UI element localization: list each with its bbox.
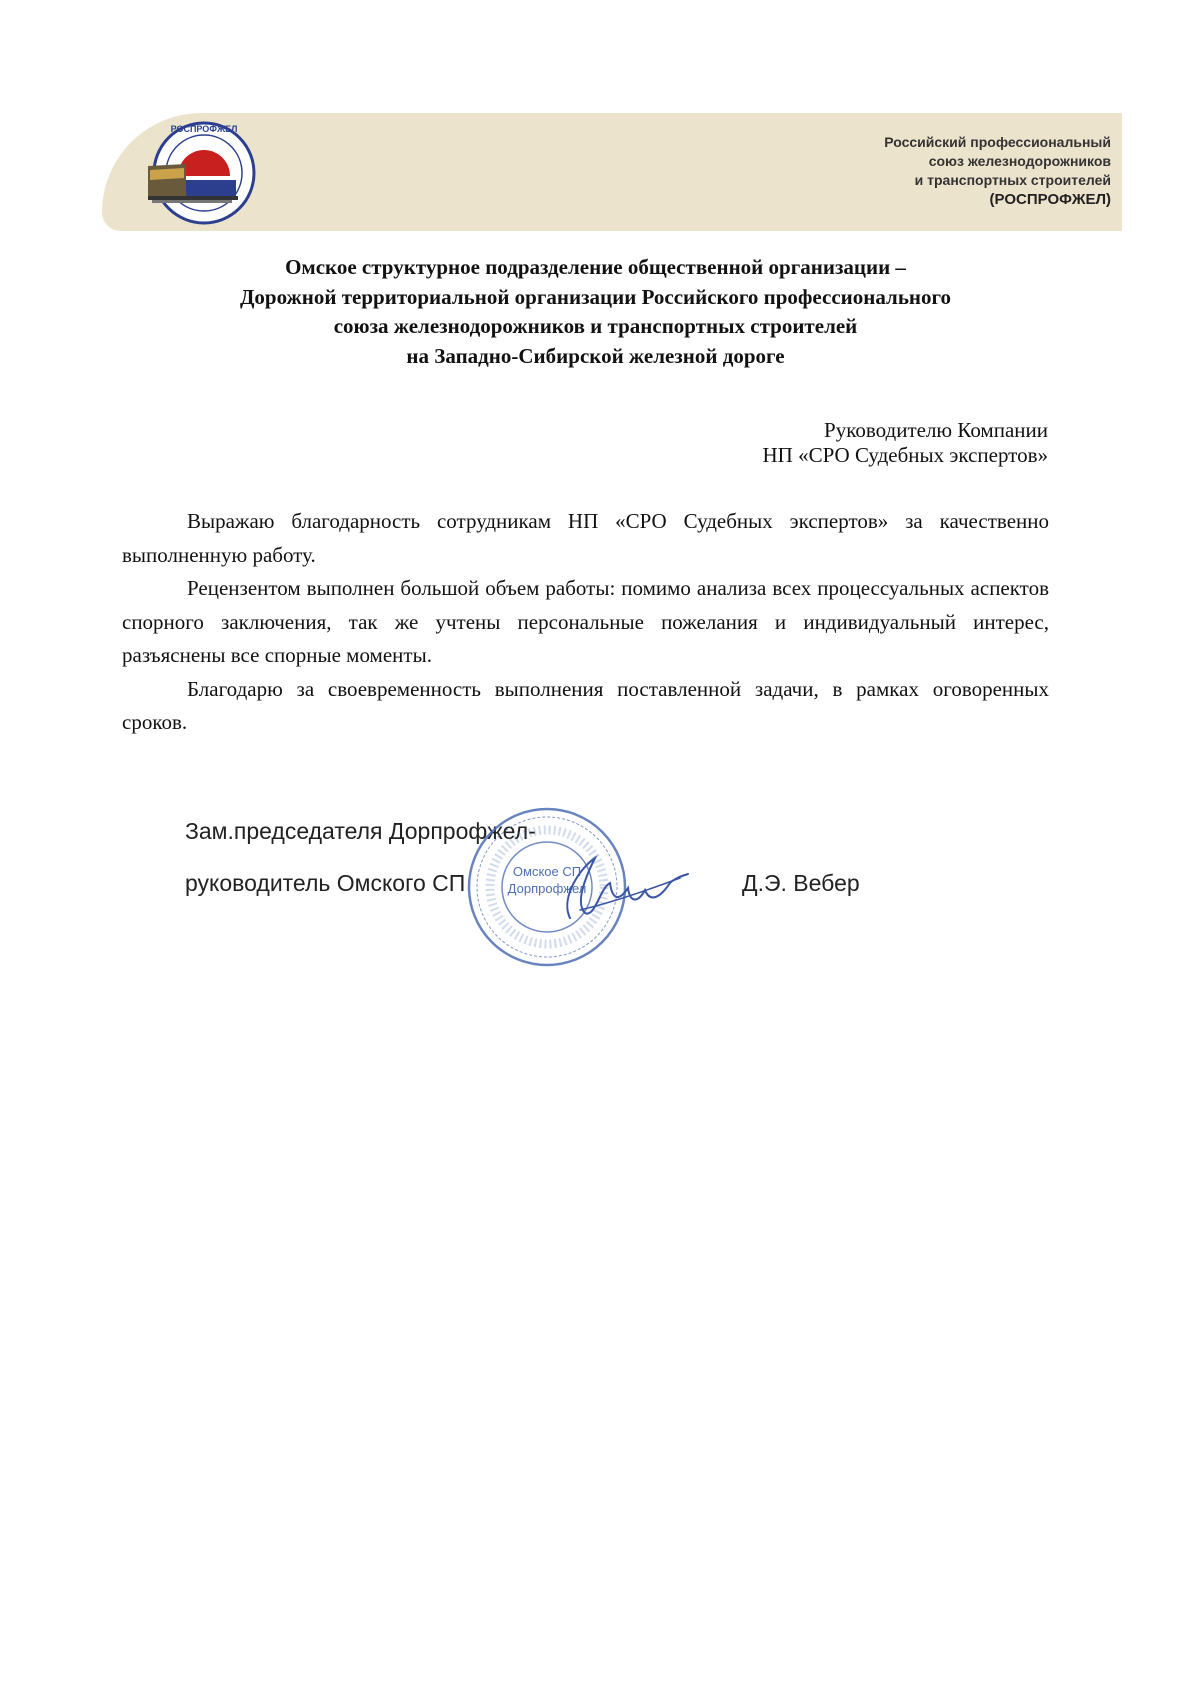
body-paragraph-3: Благодарю за своевременность выполнения поставленной задачи, в рамках оговоренных сроков. — [122, 676, 1049, 734]
document-title — [0, 253, 1191, 371]
body-paragraph-1: Выражаю благодарность сотрудникам НП «СРО Судебных экспертов» за качественно выполненную работу. — [122, 509, 1049, 567]
title-line-2: Дорожной территориальной организации Российского профессионального — [239, 284, 952, 309]
signer-position-line-2: руководитель Омского СП — [185, 870, 466, 896]
stamp-line-2: Дорпрофжел — [507, 881, 587, 896]
title-line-1: Омское структурное подразделение общественной организации – — [285, 255, 906, 279]
org-line-2: союз железнодорожников — [928, 153, 1111, 169]
logo-text: РОСПРОФЖЕЛ — [170, 124, 238, 134]
title-line-4: на Западно-Сибирской железной дороге — [406, 343, 785, 368]
addressee-line-2: НП «СРО Судебных экспертов» — [762, 443, 1048, 467]
signer-name: Д.Э. Вебер — [742, 870, 860, 896]
rosprofzhel-logo-icon — [142, 118, 262, 228]
stamp-line-1: Омское СП — [512, 864, 582, 879]
body-paragraph-2: Рецензентом выполнен большой объем работы: помимо анализа всех процессуальных аспектов спорного заключения, так же учтены персональные пожелания и индивидуальный интерес, разъяснены все спорные моменты. — [122, 576, 1049, 667]
stamp-label — [462, 863, 632, 897]
letter-body — [122, 505, 1049, 740]
org-header — [884, 133, 1111, 209]
org-abbreviation: (РОСПРОФЖЕЛ) — [989, 191, 1111, 208]
stamp-seal-icon — [462, 802, 632, 972]
signer-position-line-1: Зам.председателя Дорпрофжел- — [185, 818, 536, 844]
org-line-1: Российский профессиональный — [884, 134, 1111, 150]
addressee-block — [763, 418, 1049, 468]
org-line-3: и транспортных строителей — [914, 172, 1111, 188]
handwritten-signature-icon — [540, 848, 690, 928]
title-line-3: союза железнодорожников и транспортных строителей — [333, 314, 858, 338]
addressee-line-1: Руководителю Компании — [824, 418, 1048, 442]
